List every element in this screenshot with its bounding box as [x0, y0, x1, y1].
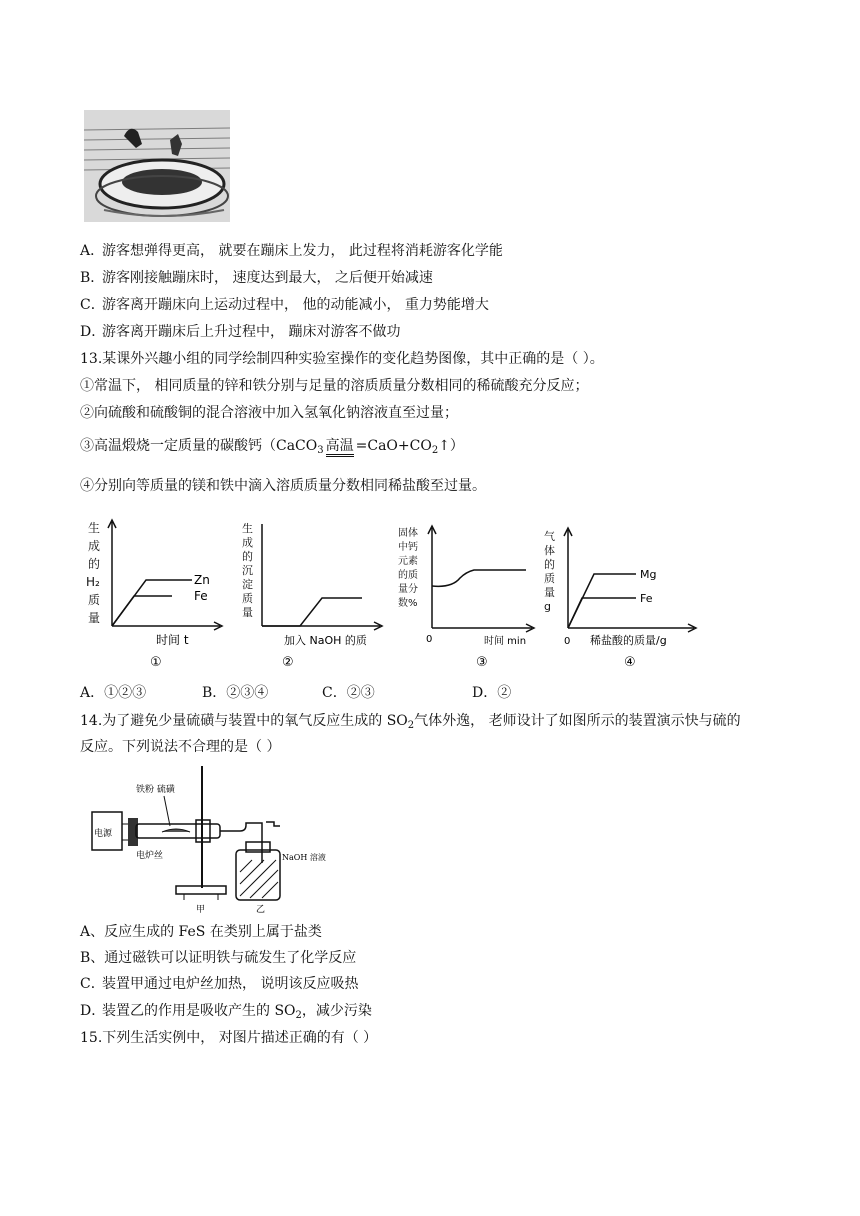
- q13-item-1: ①常温下， 相同质量的锌和铁分别与足量的溶质质量分数相同的稀硫酸充分反应；: [80, 378, 589, 394]
- g2-ylabel-4: 淀: [242, 578, 253, 591]
- g4-ylabel-5: g: [544, 600, 551, 613]
- g2-ylabel-2: 的: [242, 550, 253, 563]
- power-label: 电源: [94, 829, 113, 839]
- choice-b: B．②③④: [202, 685, 269, 701]
- g2-ylabel-5: 质: [242, 592, 253, 605]
- q14-option-b: B、通过磁铁可以证明铁与硫发生了化学反应: [80, 950, 357, 966]
- graph-3: [396, 524, 536, 672]
- g4-origin: 0: [564, 636, 571, 647]
- choice-a: A．①②③: [80, 685, 147, 701]
- q13-item-3: ③高温煅烧一定质量的碳酸钙（CaCO$_3$ 高温 $=CaO+CO_2↑$）: [80, 438, 464, 456]
- g1-ylabel-0: 生: [88, 521, 101, 535]
- g1-series-zn: Zn: [194, 573, 210, 587]
- q14-stem-line2: 反应。下列说法不合理的是（ ）: [80, 739, 281, 755]
- g4-ylabel-2: 的: [544, 558, 555, 571]
- g3-ylabel-5: 数%: [398, 598, 418, 609]
- g4-ylabel-3: 质: [544, 572, 555, 585]
- g3-ylabel-0: 固体: [398, 528, 418, 539]
- q13-item-4: ④分别向等质量的镁和铁中滴入溶质质量分数相同稀盐酸至过量。: [80, 478, 486, 494]
- q13-item-2: ②向硫酸和硫酸铜的混合溶液中加入氢氧化钠溶液直至过量；: [80, 405, 458, 421]
- graph-4: [540, 526, 700, 672]
- g1-ylabel-1: 成: [88, 539, 101, 553]
- q14-option-a: A、反应生成的 FeS 在类别上属于盐类: [80, 924, 322, 940]
- g1-ylabel-4: 质: [88, 593, 101, 607]
- g3-caption: ③: [476, 655, 488, 670]
- powder-label: 铁粉 硫磺: [136, 785, 175, 795]
- g2-ylabel-3: 沉: [242, 564, 253, 577]
- q12-option-c: C．游客离开蹦床向上运动过程中， 他的动能减小， 重力势能增大: [80, 297, 489, 313]
- g2-ylabel-0: 生: [242, 522, 253, 535]
- g3-ylabel-3: 的质: [398, 570, 418, 581]
- q14-option-c: C．装置甲通过电炉丝加热， 说明该反应吸热: [80, 976, 359, 992]
- naoh-label: NaOH 溶液: [282, 853, 326, 862]
- q13-choices: [80, 683, 511, 703]
- choice-c: C．②③: [322, 685, 375, 701]
- g3-origin: 0: [426, 634, 433, 645]
- jia-label: 甲: [196, 905, 206, 915]
- g3-ylabel-2: 元素: [398, 556, 418, 567]
- trampoline-photo: [84, 110, 230, 222]
- q12-option-b: B．游客刚接触蹦床时， 速度达到最大， 之后便开始减速: [80, 270, 433, 286]
- g3-ylabel-1: 中钙: [398, 542, 418, 553]
- g3-xlabel: 时间 min: [484, 636, 527, 647]
- g4-caption: ④: [624, 655, 636, 670]
- g1-xlabel: 时间 t: [156, 633, 189, 647]
- g1-ylabel-5: 量: [88, 611, 101, 625]
- apparatus-diagram: [84, 764, 326, 915]
- g4-xlabel: 稀盐酸的质量/g: [590, 634, 667, 647]
- g4-ylabel-0: 气: [544, 530, 555, 543]
- q12-option-a: A．游客想弹得更高， 就要在蹦床上发力， 此过程将消耗游客化学能: [80, 243, 503, 259]
- g4-ylabel-1: 体: [544, 544, 555, 557]
- g1-caption: ①: [150, 655, 162, 670]
- graph-2: [238, 518, 388, 672]
- g1-ylabel-3: H₂: [86, 575, 100, 589]
- g1-ylabel-2: 的: [88, 557, 101, 571]
- g3-ylabel-4: 量分: [398, 584, 418, 595]
- g4-series-mg: Mg: [640, 568, 657, 581]
- q12-option-d: D．游客离开蹦床后上升过程中， 蹦床对游客不做功: [80, 324, 401, 340]
- g2-ylabel-1: 成: [242, 536, 253, 549]
- g2-xlabel: 加入 NaOH 的质: [284, 634, 367, 647]
- yi-label: 乙: [256, 905, 266, 915]
- g1-series-fe: Fe: [194, 589, 208, 603]
- q15-stem: 15.下列生活实例中， 对图片描述正确的有（ ）: [80, 1030, 378, 1046]
- choice-d: D．②: [472, 685, 512, 701]
- q14-stem-line1: 14.为了避免少量硫磺与装置中的氧气反应生成的 $SO_2$气体外逸， 老师设计了如图所示的装置演示快与硫的: [80, 713, 741, 731]
- q14-option-d: D．装置乙的作用是吸收产生的 $SO_2$，减少污染: [80, 1003, 372, 1021]
- reaction-condition: 高温: [326, 438, 354, 457]
- q13-stem: 13.某课外兴趣小组的同学绘制四种实验室操作的变化趋势图像，其中正确的是（ ）。: [80, 351, 604, 367]
- graph-1: [84, 514, 224, 672]
- g4-series-fe: Fe: [640, 592, 653, 605]
- g2-caption: ②: [282, 655, 294, 670]
- wire-label: 电炉丝: [136, 851, 164, 861]
- g2-ylabel-6: 量: [242, 606, 253, 619]
- g4-ylabel-4: 量: [544, 586, 555, 599]
